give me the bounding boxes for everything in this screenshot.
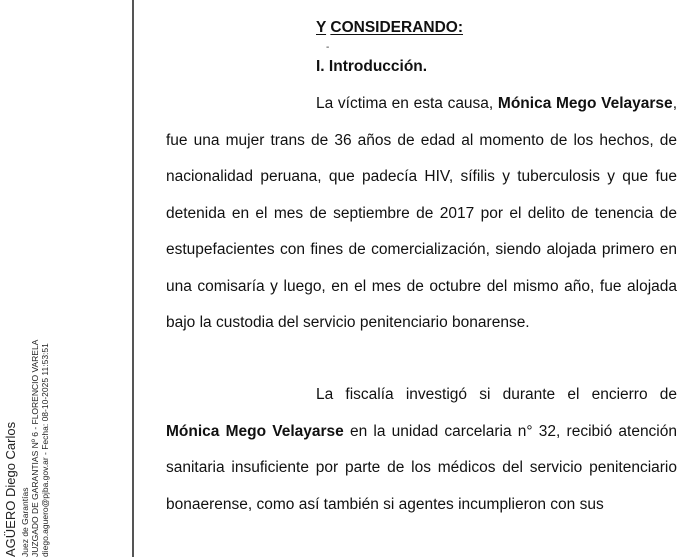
considerando-heading xyxy=(316,19,463,37)
signer-role: Juez de Garantías xyxy=(20,487,30,557)
paragraph-text: , fue una mujer trans de 36 años de edad al momento de los hechos, de nacionalidad peruana, que padecía HIV, sífilis y tuberculosis y que fue detenida en el mes de septiembre de 2017 por el delito de tenencia de estupefacientes con fines de comercialización, siendo alojada primero en una comisaría y luego, en el mes de octubre del mismo año, fue alojada bajo la custodia del servicio penitenciario bonarense. xyxy=(166,95,677,331)
victim-name: Mónica Mego Velayarse xyxy=(166,422,344,440)
paragraph-victim xyxy=(166,86,677,342)
signature-meta: diego.aguero@pjba.gov.ar - Fecha: 08-10-2025 11:53:51 xyxy=(40,343,50,557)
signer-name: AGÜERO Diego Carlos xyxy=(3,421,18,557)
paragraph-text: La víctima en esta causa, xyxy=(316,95,498,112)
paragraph-text: La fiscalía investigó si durante el encierro de xyxy=(316,386,677,403)
signer-court: JUZGADO DE GARANTIAS Nº 6 - FLORENCIO VARELA xyxy=(30,339,40,557)
considerando-prefix: Y xyxy=(316,19,327,36)
paragraph-investigation xyxy=(166,377,677,523)
victim-name: Mónica Mego Velayarse xyxy=(497,95,673,112)
margin-rule xyxy=(132,0,134,557)
considerando-title: CONSIDERANDO: xyxy=(330,19,463,36)
paragraph-text: en la unidad carcelaria n° 32, recibió atención sanitaria insuficiente por parte de los médicos del servicio penitenciario bonaerense, como así también si agentes incumplieron con sus xyxy=(166,422,677,513)
stray-mark: - xyxy=(326,42,330,53)
section-heading: I. Introducción. xyxy=(316,58,428,75)
